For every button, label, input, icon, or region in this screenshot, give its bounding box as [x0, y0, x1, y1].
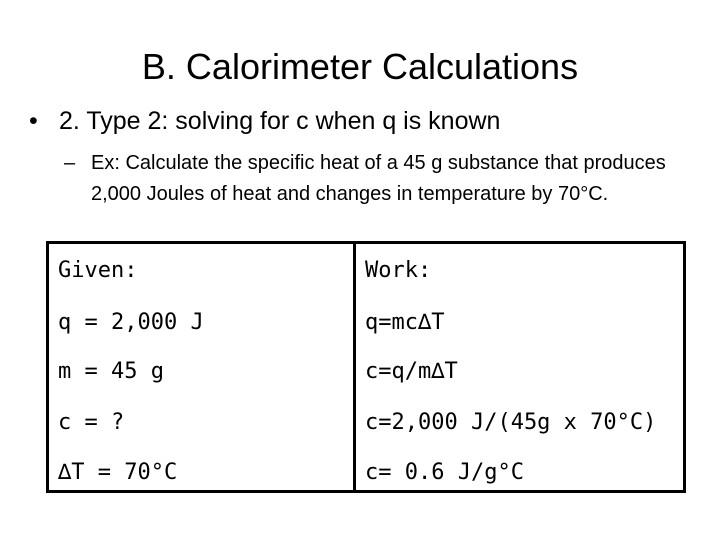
- given-delta-t: ∆T = 70°C: [58, 460, 178, 485]
- work-answer: c= 0.6 J/g°C: [365, 460, 524, 485]
- column-divider: [353, 244, 356, 490]
- given-c: c = ?: [58, 410, 125, 435]
- bullet-text: 2. Type 2: solving for c when q is known: [59, 107, 501, 135]
- slide-title: B. Calorimeter Calculations: [141, 46, 579, 87]
- sub-bullet-marker: –: [64, 152, 76, 174]
- given-work-table: [46, 241, 686, 493]
- given-m: m = 45 g: [58, 359, 164, 384]
- bullet-item: [29, 104, 709, 138]
- sub-bullet-item: [64, 148, 714, 210]
- given-q: q = 2,000 J: [58, 310, 204, 335]
- work-header: Work:: [365, 258, 432, 283]
- given-header: Given:: [58, 258, 138, 283]
- work-step-3: c=2,000 J/(45g x 70°C): [365, 410, 657, 435]
- work-step-2: c=q/m∆T: [365, 359, 458, 384]
- work-step-1: q=mc∆T: [365, 310, 445, 335]
- bullet-marker: •: [29, 107, 38, 135]
- example-problem-text: Ex: Calculate the specific heat of a 45 g substance that produces 2,000 Joules of heat and changes in temperature by 70°C.: [91, 152, 666, 205]
